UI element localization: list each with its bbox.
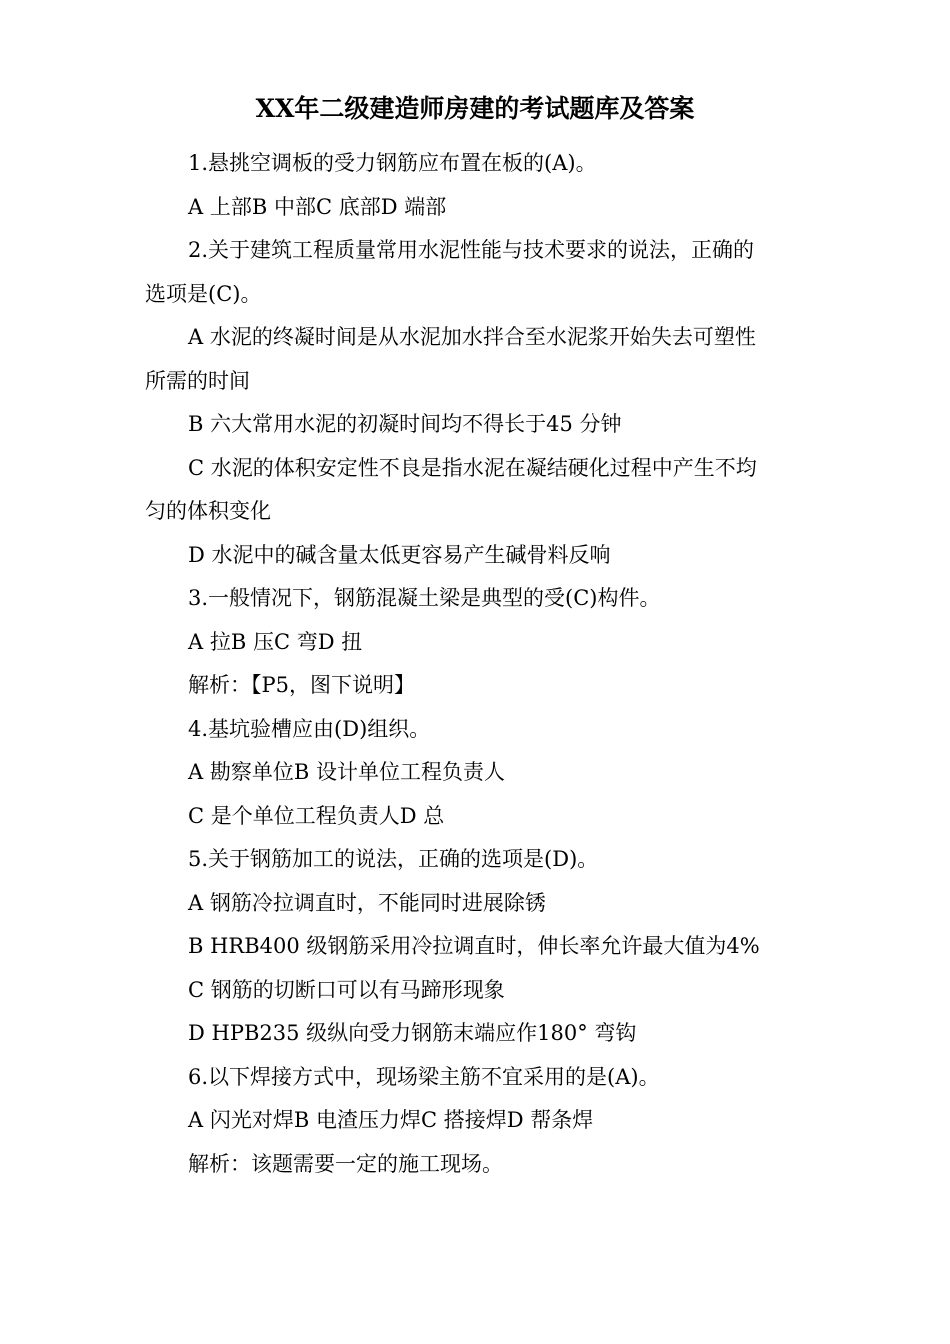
text-line: 所需的时间 [145, 368, 250, 393]
document-body [145, 142, 805, 1186]
text-line: A 闪光对焊B 电渣压力焊C 搭接焊D 帮条焊 [188, 1108, 594, 1132]
text-line: 3.一般情况下，钢筋混凝土梁是典型的受(C)构件。 [188, 586, 661, 610]
text-line: C 钢筋的切断口可以有马蹄形现象 [188, 977, 505, 1002]
text-line: B HRB400 级钢筋采用冷拉调直时，伸长率允许最大值为4% [188, 934, 760, 958]
text-line: A 水泥的终凝时间是从水泥加水拌合至水泥浆开始失去可塑性 [188, 325, 756, 349]
text-line: A 勘察单位B 设计单位工程负责人 [188, 760, 505, 784]
text-line: D 水泥中的碱含量太低更容易产生碱骨料反响 [188, 542, 611, 567]
text-line: 4.基坑验槽应由(D)组织。 [188, 716, 431, 741]
text-line: D HPB235 级纵向受力钢筋末端应作180° 弯钩 [188, 1021, 637, 1045]
text-line: 解析：【P5，图下说明】 [188, 673, 415, 697]
text-line: 选项是(C)。 [145, 281, 262, 306]
text-line: 5.关于钢筋加工的说法，正确的选项是(D)。 [188, 847, 599, 871]
text-line: C 是个单位工程负责人D 总 [188, 803, 445, 828]
text-line: 6.以下焊接方式中，现场梁主筋不宜采用的是(A)。 [188, 1064, 660, 1089]
text-line: B 六大常用水泥的初凝时间均不得长于45 分钟 [188, 412, 622, 436]
text-line: C 水泥的体积安定性不良是指水泥在凝结硬化过程中产生不均 [188, 455, 757, 480]
text-line: 解析：该题需要一定的施工现场。 [188, 1151, 503, 1176]
text-line: A 上部B 中部C 底部D 端部 [188, 194, 447, 219]
text-line: 1.悬挑空调板的受力钢筋应布置在板的(A)。 [188, 151, 597, 175]
text-line: 匀的体积变化 [145, 499, 271, 523]
text-line: A 拉B 压C 弯D 扭 [188, 629, 363, 654]
document-title: XX年二级建造师房建的考试题库及答案 [255, 94, 695, 123]
text-line: 2.关于建筑工程质量常用水泥性能与技术要求的说法，正确的 [188, 238, 755, 262]
text-line: A 钢筋冷拉调直时，不能同时进展除锈 [188, 890, 546, 915]
